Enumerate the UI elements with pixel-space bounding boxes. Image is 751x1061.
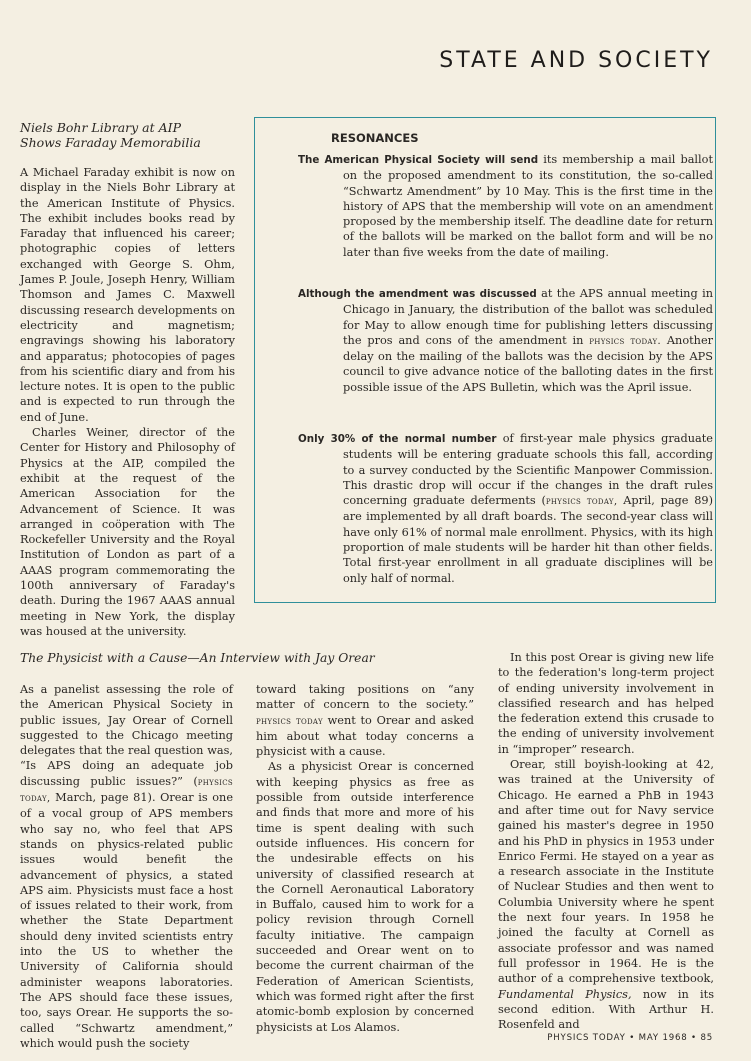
- bohr-heading-line1: Niels Bohr Library at AIP: [20, 120, 181, 135]
- orear-column-3: [498, 650, 714, 1032]
- orear-text: now in its second edition. With Arthur H. Rosenfeld and: [498, 987, 714, 1032]
- book-title: Fundamental Physics,: [498, 987, 632, 1001]
- orear-column-1: [20, 682, 233, 1051]
- resonance-item-body: of first-year male physics graduate students will be entering graduate schools this fall, according to a survey conducted by the Scientific Manpower Commission. This drastic drop will occur if the changes in the draft rules concerning graduate deferments (: [343, 432, 713, 508]
- bohr-paragraph-2: Charles Weiner, director of the Center for History and Philosophy of Physics at the AIP, compiled the exhibit at the request of the American Association for the Advancement of Science. It was arranged in coöperation with The Rockefeller University and the Royal Institution of London as part of a AAAS program commemorating the 100th anniversary of Faraday's death. During the 1967 AAAS annual meeting in New York, the display was housed at the university.: [20, 426, 235, 638]
- physics-today-ref: physics today,: [20, 775, 233, 805]
- orear-text: March, page 81). Orear is one of a vocal group of APS members who say no, who feel that APS stands on physics-related public issues would benefit the advancement of physics, a stated APS aim. Physicists must face a host of issues related to their work, from whether the State Department should deny invited scientists entry into the US to whether the University of California should administer weapons laboratories. The APS should face these issues, too, says Orear. He supports the so-called “Schwartz amendment,” which would push the society: [20, 791, 233, 1050]
- bohr-paragraph-1: A Michael Faraday exhibit is now on display in the Niels Bohr Library at the American Institute of Physics. The exhibit includes books read by Faraday that influenced his career; photographic copies of letters exchanged with George S. Ohm, James P. Joule, Joseph Henry, William Thomson and James C. Maxwell discussing research developments on electricity and magnetism; engravings showing his laboratory and apparatus; photocopies of pages from his scientific diary and from his lecture notes. It is open to the public and is expected to run through the end of June.: [20, 166, 235, 424]
- physics-today-ref: physics today,: [545, 495, 618, 508]
- orear-column-2: [256, 682, 474, 1035]
- orear-text: As a panelist assessing the role of the American Physical Society in public issues, Jay Orear of Cornell suggested to the Chicago meeting delegates that the real question was, “Is APS doing an adequate job discussing public issues?” (: [20, 683, 233, 788]
- physics-today-ref: physics today.: [589, 334, 662, 347]
- resonance-item-amendment: [298, 286, 713, 395]
- resonance-item-body: at the APS annual meeting in Chicago in January, the distribution of the ballot was scheduled for May to allow enough time for publishing letters discussing the pros and cons of the amendment in: [343, 287, 713, 347]
- orear-paragraph: [498, 757, 714, 1032]
- resonance-item-lead: The American Physical Society will send: [298, 154, 539, 166]
- page-footer: PHYSICS TODAY • MAY 1968 • 85: [547, 1033, 713, 1043]
- orear-paragraph: In this post Orear is giving new life to the federation's long-term project of ending university involvement in classified research and has helped the federation extend this crusade to the ending of university involvement in “improper” research.: [498, 651, 714, 756]
- orear-heading: The Physicist with a Cause—An Interview with Jay Orear: [20, 651, 375, 665]
- resonance-item-body: April, page 89) are implemented by all draft boards. The second-year class will have only 61% of normal male enrollment. Physics, with its high proportion of male students will be harder hit than other fields. Total first-year enrollment in all graduate disciplines will be only half of normal.: [343, 494, 713, 585]
- resonance-item-ballot: [298, 152, 713, 260]
- resonances-title: RESONANCES: [331, 131, 419, 145]
- physics-today-ref: physics today: [256, 714, 323, 727]
- resonance-item-enrollment: [298, 431, 713, 586]
- orear-text: toward taking positions on “any matter of concern to the society.”: [256, 683, 474, 712]
- orear-text: went to Orear and asked him about what today concerns a physicist with a cause.: [256, 713, 474, 759]
- orear-paragraph: [256, 682, 474, 759]
- orear-text: Orear, still boyish-looking at 42, was trained at the University of Chicago. He earned a PhB in 1943 and after time out for Navy service gained his master's degree in 1950 and his PhD in physics in 1953 under Enrico Fermi. He stayed on a year as a research associate in the Institute of Nuclear Studies and then went to Columbia University where he spent the next four years. In 1958 he joined the faculty at Cornell as associate professor and was named full professor in 1964. He is the author of a comprehensive textbook,: [498, 758, 714, 986]
- orear-paragraph: [20, 682, 233, 1051]
- resonance-item-body: its membership a mail ballot on the proposed amendment to its constitution, the so-called “Schwartz Amendment” by 10 May. This is the first time in the history of APS that the membership will vote on an amendment proposed by the membership itself. The deadline date for return of the ballots will be marked on the ballot form and will be no later than five weeks from the date of mailing.: [343, 153, 714, 259]
- bohr-article: [20, 165, 235, 639]
- bohr-heading-line2: Shows Faraday Memorabilia: [20, 135, 201, 150]
- resonance-item-lead: Although the amendment was discussed: [298, 288, 537, 300]
- resonance-item-lead: Only 30% of the normal number: [298, 433, 497, 445]
- resonance-item-body: Another delay on the mailing of the ballots was the decision by the APS council to give advance notice of the balloting dates in the first possible issue of the APS Bulletin, which was the April issue.: [343, 333, 714, 394]
- orear-paragraph: As a physicist Orear is concerned with keeping physics as free as possible from outside interference and finds that more and more of his time is spent dealing with such outside influences. His concern for the undesirable effects on his university of classified research at the Cornell Aeronautical Laboratory in Buffalo, caused him to work for a policy revision through Cornell faculty initiative. The campaign succeeded and Orear went on to become the current chairman of the Federation of American Scientists, which was formed right after the first atomic-bomb explosion by concerned physicists at Los Alamos.: [256, 760, 474, 1034]
- section-title: STATE AND SOCIETY: [439, 48, 713, 73]
- bohr-heading: [20, 120, 240, 150]
